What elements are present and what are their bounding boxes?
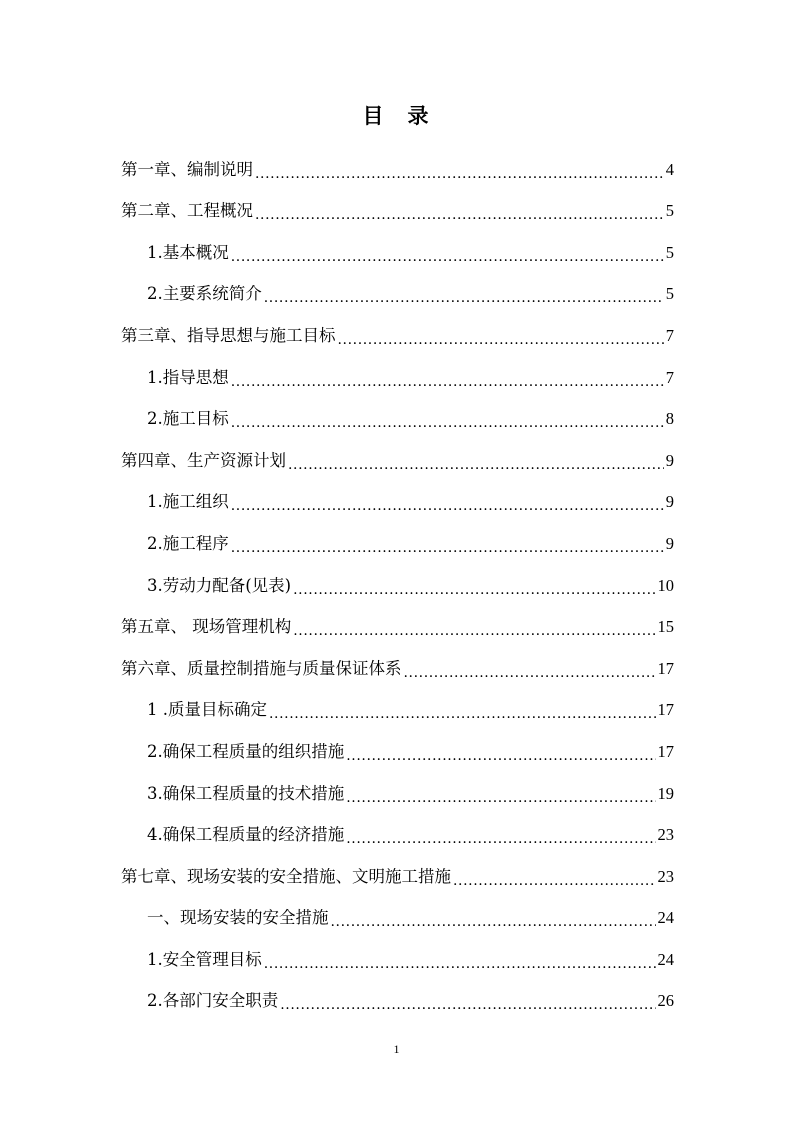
toc-entry[interactable] — [121, 892, 674, 934]
title-char-left: 目 — [362, 103, 386, 128]
toc-entry[interactable] — [121, 975, 674, 1017]
toc-entry[interactable] — [121, 809, 674, 851]
toc-entry[interactable] — [121, 476, 674, 518]
toc-entry-label: 第四章、生产资源计划 — [121, 450, 286, 470]
toc-entry-page: 23 — [657, 825, 674, 845]
page-number: 1 — [393, 1042, 400, 1056]
toc-dot-leader — [264, 279, 664, 309]
toc-entry-page: 8 — [665, 409, 674, 429]
toc-entry[interactable] — [121, 268, 674, 310]
toc-dot-leader — [231, 363, 664, 393]
toc-dot-leader — [338, 321, 664, 351]
toc-entry-label: 2.确保工程质量的组织措施 — [147, 741, 345, 761]
toc-entry-label: 第一章、编制说明 — [121, 159, 253, 179]
toc-dot-leader — [280, 986, 655, 1016]
toc-entry-label: 2.施工程序 — [147, 533, 229, 553]
toc-entry-page: 9 — [665, 450, 674, 470]
toc-entry-page: 26 — [657, 991, 674, 1011]
toc-entry-label: 第六章、质量控制措施与质量保证体系 — [121, 658, 402, 678]
toc-dot-leader — [231, 238, 664, 268]
toc-dot-leader — [404, 654, 656, 684]
toc-entry-page: 9 — [665, 533, 674, 553]
toc-entry-page: 5 — [665, 242, 674, 262]
toc-dot-leader — [255, 155, 664, 185]
toc-dot-leader — [288, 446, 664, 476]
toc-entry-label: 3.劳动力配备(见表) — [147, 575, 292, 595]
toc-entry-page: 5 — [665, 201, 674, 221]
page-title — [0, 101, 793, 131]
toc-entry-page: 17 — [657, 741, 674, 761]
toc-entry-page: 24 — [657, 908, 674, 928]
toc-dot-leader — [293, 571, 655, 601]
title-char-right: 录 — [407, 103, 431, 128]
toc-entry[interactable] — [121, 684, 674, 726]
toc-entry-label: 3.确保工程质量的技术措施 — [147, 783, 345, 803]
toc-entry[interactable] — [121, 642, 674, 684]
toc-entry-page: 17 — [657, 658, 674, 678]
toc-entry-page: 23 — [657, 866, 674, 886]
toc-entry[interactable] — [121, 185, 674, 227]
toc-entry-page: 4 — [665, 159, 674, 179]
toc-entry[interactable] — [121, 517, 674, 559]
toc-entry-label: 2.施工目标 — [147, 409, 229, 429]
toc-entry-page: 15 — [657, 617, 674, 637]
toc-entry-label: 第五章、 现场管理机构 — [121, 617, 292, 637]
toc-dot-leader — [231, 404, 664, 434]
toc-dot-leader — [453, 862, 656, 892]
toc-entry[interactable] — [121, 434, 674, 476]
toc-entry[interactable] — [121, 933, 674, 975]
toc-entry-label: 第三章、指导思想与施工目标 — [121, 325, 336, 345]
toc-dot-leader — [346, 820, 655, 850]
toc-entry[interactable] — [121, 143, 674, 185]
toc-dot-leader — [346, 779, 655, 809]
toc-entry[interactable] — [121, 393, 674, 435]
toc-dot-leader — [231, 529, 664, 559]
toc-entry-label: 1.安全管理目标 — [147, 949, 262, 969]
toc-dot-leader — [255, 196, 664, 226]
toc-entry[interactable] — [121, 850, 674, 892]
toc-entry-page: 5 — [665, 284, 674, 304]
toc-entry[interactable] — [121, 309, 674, 351]
toc-entry-label: 2.各部门安全职责 — [147, 991, 279, 1011]
toc-entry-label: 1.指导思想 — [147, 367, 229, 387]
toc-entry-page: 10 — [657, 575, 674, 595]
toc-entry-label: 1.施工组织 — [147, 492, 229, 512]
toc-entry[interactable] — [121, 601, 674, 643]
table-of-contents — [121, 143, 674, 1016]
toc-entry-label: 4.确保工程质量的经济措施 — [147, 825, 345, 845]
toc-entry-label: 1 .质量目标确定 — [147, 700, 267, 720]
toc-entry-label: 第七章、现场安装的安全措施、文明施工措施 — [121, 866, 451, 886]
toc-dot-leader — [264, 945, 656, 975]
toc-dot-leader — [331, 903, 656, 933]
toc-entry-page: 17 — [657, 700, 674, 720]
toc-dot-leader — [346, 737, 655, 767]
toc-entry-label: 1.基本概况 — [147, 242, 229, 262]
toc-entry-label: 第二章、工程概况 — [121, 201, 253, 221]
toc-entry-page: 9 — [665, 492, 674, 512]
toc-entry[interactable] — [121, 725, 674, 767]
toc-dot-leader — [231, 487, 664, 517]
toc-dot-leader — [269, 695, 656, 725]
toc-entry-page: 19 — [657, 783, 674, 803]
toc-entry-page: 7 — [665, 367, 674, 387]
toc-entry[interactable] — [121, 767, 674, 809]
toc-entry-label: 一、现场安装的安全措施 — [147, 908, 329, 928]
toc-entry-page: 7 — [665, 325, 674, 345]
toc-dot-leader — [293, 612, 655, 642]
toc-entry[interactable] — [121, 226, 674, 268]
toc-entry[interactable] — [121, 559, 674, 601]
toc-entry-label: 2.主要系统简介 — [147, 284, 262, 304]
toc-entry[interactable] — [121, 351, 674, 393]
toc-entry-page: 24 — [657, 949, 674, 969]
